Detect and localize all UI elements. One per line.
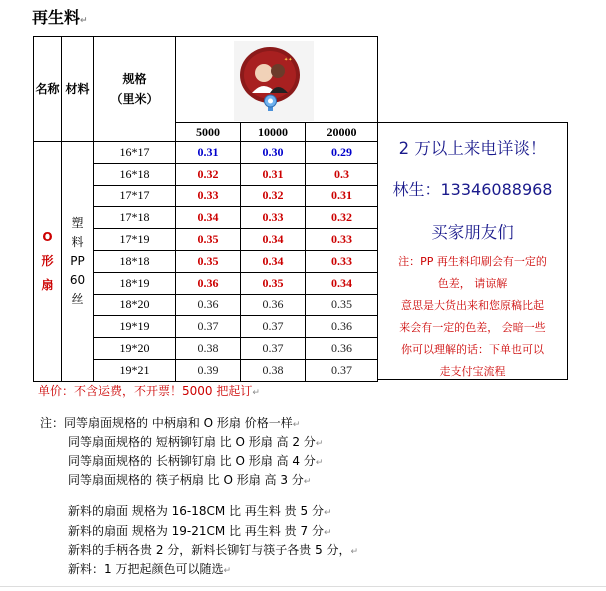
material-line: 料 xyxy=(71,234,84,249)
new-material-line-2: 新料的扇面 规格为 19-21CM 比 再生料 贵 7 分↵ xyxy=(68,524,332,538)
price-cell: 0.33 xyxy=(306,250,378,272)
product-name-char: O xyxy=(42,230,53,245)
qty-10000: 10000 xyxy=(241,123,306,142)
spec-cell: 18*18 xyxy=(94,250,176,272)
price-cell: 0.32 xyxy=(176,163,241,185)
price-cell: 0.36 xyxy=(306,316,378,338)
product-name-char: 形 xyxy=(41,254,54,269)
spec-cell: 16*17 xyxy=(94,142,176,164)
spec-cell: 17*17 xyxy=(94,185,176,207)
price-cell: 0.33 xyxy=(306,229,378,251)
price-cell: 0.36 xyxy=(176,272,241,294)
qty-20000: 20000 xyxy=(306,123,378,142)
return-mark-icon: ↵ xyxy=(315,439,324,449)
material-line: 丝 xyxy=(71,291,84,306)
color-note-6: 走支付宝流程 xyxy=(439,365,506,378)
spec-cell: 19*19 xyxy=(94,316,176,338)
price-cell: 0.31 xyxy=(241,163,306,185)
product-name-cell xyxy=(34,142,62,382)
price-cell: 0.38 xyxy=(176,338,241,360)
color-note-3: 意思是大货出来和您原稿比起 xyxy=(401,299,544,312)
return-mark-icon: ↵ xyxy=(292,420,301,430)
material-line: 塑 xyxy=(71,215,84,230)
new-material-line-4: 新料：1 万把起颜色可以随选↵ xyxy=(68,562,231,576)
price-cell: 0.39 xyxy=(176,359,241,381)
spec-header: 规格 （里米） xyxy=(94,37,176,142)
price-table xyxy=(33,36,378,382)
name-header: 名称 xyxy=(34,37,62,142)
spec-cell: 16*18 xyxy=(94,163,176,185)
spec-cell: 17*18 xyxy=(94,207,176,229)
price-cell: 0.38 xyxy=(241,359,306,381)
return-mark-icon: ↵ xyxy=(315,458,324,468)
return-mark-icon: ↵ xyxy=(323,508,332,518)
color-note-5: 你可以理解的话：下单也可以 xyxy=(401,343,544,356)
price-note: 单价：不含运费，不开票！5000 把起订↵ xyxy=(38,384,260,398)
color-note-4: 来会有一定的色差， 会暗一些 xyxy=(399,321,546,334)
material-cell xyxy=(62,142,94,382)
material-header: 材料 xyxy=(62,37,94,142)
return-mark-icon: ↵ xyxy=(323,528,332,538)
note-line-3: 同等扇面规格的 长柄铆钉扇 比 O 形扇 高 4 分↵ xyxy=(68,454,324,468)
new-material-line-1: 新料的扇面 规格为 16-18CM 比 再生料 贵 5 分↵ xyxy=(68,504,332,518)
price-cell: 0.36 xyxy=(241,294,306,316)
page-edge xyxy=(0,586,606,587)
price-cell: 0.30 xyxy=(241,142,306,164)
spec-cell: 18*19 xyxy=(94,272,176,294)
new-material-line-3: 新料的手柄各贵 2 分，新料长铆钉与筷子各贵 5 分，↵ xyxy=(68,543,359,557)
return-mark-icon: ↵ xyxy=(252,388,260,398)
color-note-2: 色差， 请谅解 xyxy=(437,277,508,290)
price-cell: 0.31 xyxy=(306,185,378,207)
note-line-1: 注：同等扇面规格的 中柄扇和 O 形扇 价格一样↵ xyxy=(40,416,301,430)
price-cell: 0.3 xyxy=(306,163,378,185)
price-cell: 0.36 xyxy=(176,294,241,316)
return-mark-icon: ↵ xyxy=(223,566,231,576)
price-cell: 0.35 xyxy=(176,229,241,251)
spec-cell: 18*20 xyxy=(94,294,176,316)
price-cell: 0.34 xyxy=(241,250,306,272)
contact-panel xyxy=(377,122,568,380)
title-text: 再生料 xyxy=(32,8,81,27)
material-line: 60 xyxy=(69,272,86,287)
bulk-note: 2 万以上来电详谈！ xyxy=(398,139,547,158)
price-cell: 0.35 xyxy=(241,272,306,294)
note-line-4: 同等扇面规格的 筷子柄扇 比 O 形扇 高 3 分↵ xyxy=(68,473,312,487)
price-cell: 0.37 xyxy=(241,338,306,360)
spec-cell: 17*19 xyxy=(94,229,176,251)
product-name-char: 扇 xyxy=(41,278,54,293)
price-cell: 0.32 xyxy=(241,185,306,207)
price-cell: 0.37 xyxy=(241,316,306,338)
qty-5000: 5000 xyxy=(176,123,241,142)
price-cell: 0.34 xyxy=(241,229,306,251)
price-cell: 0.33 xyxy=(241,207,306,229)
price-cell: 0.34 xyxy=(306,272,378,294)
return-mark-icon: ↵ xyxy=(350,547,359,557)
header-row xyxy=(34,37,378,123)
price-cell: 0.31 xyxy=(176,142,241,164)
return-mark-icon: ↵ xyxy=(80,16,88,26)
price-cell: 0.37 xyxy=(306,359,378,381)
buyers-greeting: 买家朋友们 xyxy=(431,223,514,242)
price-cell: 0.36 xyxy=(306,338,378,360)
color-note-1: 注：PP 再生料印刷会有一定的 xyxy=(398,255,547,268)
price-cell: 0.35 xyxy=(306,294,378,316)
fan-photo xyxy=(234,41,314,121)
contact-phone: 林生：13346088968 xyxy=(392,180,553,199)
price-cell: 0.35 xyxy=(176,250,241,272)
fan-image-cell xyxy=(176,37,378,123)
return-mark-icon: ↵ xyxy=(303,477,312,487)
svg-text:✦✦: ✦✦ xyxy=(284,56,293,63)
material-line: PP xyxy=(70,253,85,268)
price-cell: 0.34 xyxy=(176,207,241,229)
price-cell: 0.33 xyxy=(176,185,241,207)
table-row xyxy=(34,142,378,164)
page-title xyxy=(32,5,88,28)
note-line-2: 同等扇面规格的 短柄铆钉扇 比 O 形扇 高 2 分↵ xyxy=(68,435,324,449)
price-cell: 0.37 xyxy=(176,316,241,338)
spec-cell: 19*21 xyxy=(94,359,176,381)
price-cell: 0.32 xyxy=(306,207,378,229)
spec-cell: 19*20 xyxy=(94,338,176,360)
price-cell: 0.29 xyxy=(306,142,378,164)
